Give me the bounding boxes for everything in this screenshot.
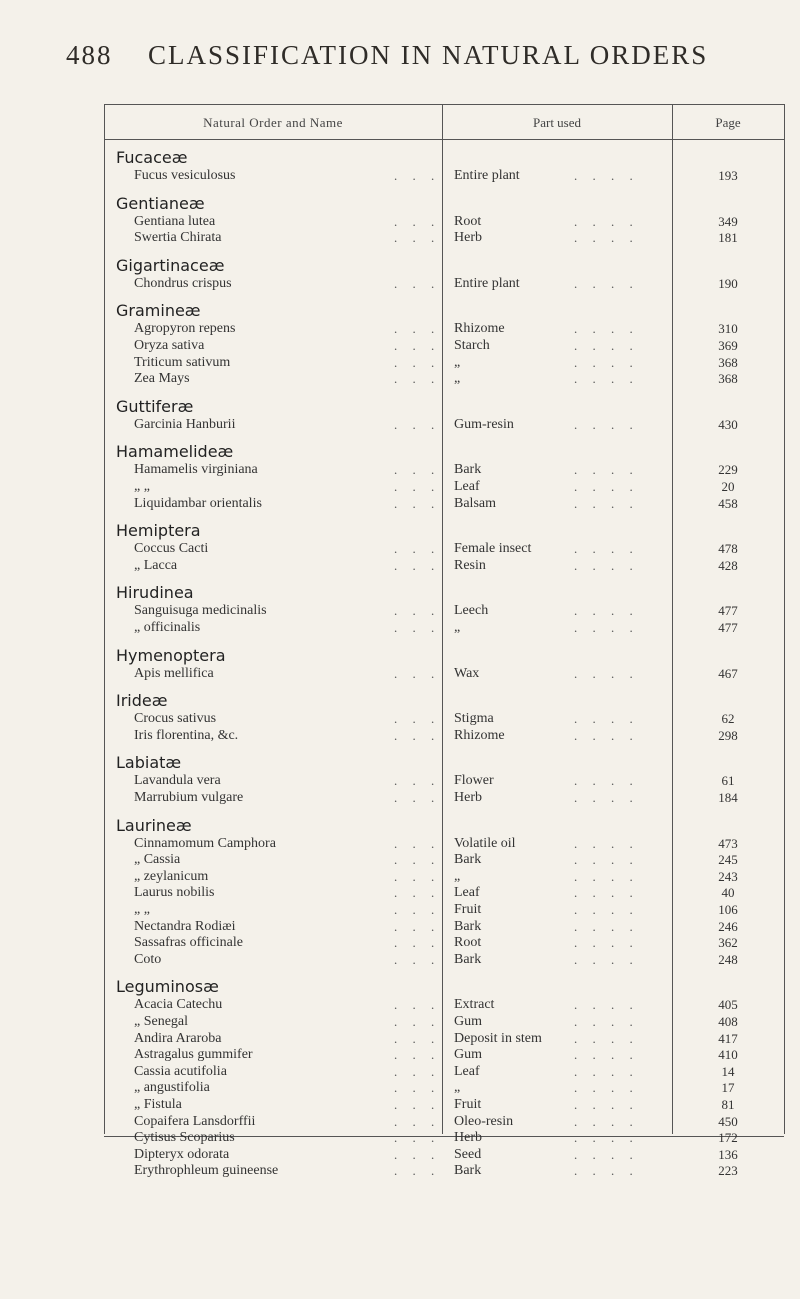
species-name: Coccus Cacti xyxy=(134,541,209,557)
leader-dots: . . . . xyxy=(574,951,639,967)
leader-dots: . . . xyxy=(394,935,441,951)
leader-dots: . . . xyxy=(394,1063,441,1079)
leader-dots: . . . . xyxy=(574,1080,639,1096)
leader-dots: . . . xyxy=(394,1130,441,1146)
leader-dots: . . . xyxy=(394,852,441,868)
part-used: Balsam xyxy=(454,495,496,511)
leader-dots: . . . xyxy=(394,1014,441,1029)
page-reference: 368 xyxy=(718,354,738,370)
leader-dots: . . . xyxy=(394,168,441,183)
part-used: Resin xyxy=(454,557,486,573)
leader-dots: . . . . xyxy=(574,354,639,370)
part-used: Stigma xyxy=(454,711,494,727)
leader-dots: . . . . xyxy=(574,1063,639,1079)
page-reference: 223 xyxy=(718,1163,738,1179)
table-row xyxy=(104,902,784,918)
leader-dots: . . . xyxy=(394,557,441,573)
part-used: „ xyxy=(454,1080,461,1096)
part-used: Leaf xyxy=(454,1063,480,1079)
part-used: Seed xyxy=(454,1146,482,1162)
part-used: Herb xyxy=(454,230,482,246)
leader-dots: . . . . xyxy=(574,1113,639,1129)
part-used: Female insect xyxy=(454,541,532,557)
table-row xyxy=(104,276,784,292)
table-row xyxy=(104,773,784,789)
leader-dots: . . . xyxy=(394,603,441,619)
page-reference: 477 xyxy=(718,620,738,635)
species-name: Agropyron repens xyxy=(134,321,236,337)
leader-dots: . . . xyxy=(394,868,441,884)
leader-dots: . . . xyxy=(394,371,441,387)
part-used: Fruit xyxy=(454,902,482,917)
leader-dots: . . . . xyxy=(574,773,639,789)
leader-dots: . . . . xyxy=(574,711,639,727)
classification-table xyxy=(104,104,784,1179)
leader-dots: . . . xyxy=(394,1030,441,1046)
table-row xyxy=(104,230,784,246)
page-reference: 430 xyxy=(718,416,738,432)
leader-dots: . . . . xyxy=(574,852,639,868)
table-row xyxy=(104,496,784,512)
leader-dots: . . . xyxy=(394,338,441,353)
table-row xyxy=(104,214,784,230)
leader-dots: . . . xyxy=(394,727,441,743)
species-name: Sassafras officinale xyxy=(134,935,243,951)
table-row xyxy=(104,479,784,495)
table-row xyxy=(104,790,784,806)
table-row xyxy=(104,869,784,885)
species-name: Hamamelis virginiana xyxy=(134,462,258,478)
table-row xyxy=(104,558,784,574)
leader-dots: . . . . xyxy=(574,935,639,951)
natural-order-heading: Gramineæ xyxy=(116,301,201,321)
species-name: Chondrus crispus xyxy=(134,275,232,291)
natural-order-heading: Laurineæ xyxy=(116,815,192,835)
leader-dots: . . . xyxy=(394,835,441,851)
leader-dots: . . . xyxy=(394,951,441,967)
table-row xyxy=(104,1031,784,1047)
leader-dots: . . . . xyxy=(574,835,639,851)
species-name: Nectandra Rodiæi xyxy=(134,918,236,934)
page-reference: 246 xyxy=(718,918,738,934)
table-row xyxy=(104,1047,784,1063)
page-reference: 136 xyxy=(718,1146,738,1162)
species-name: Lavandula vera xyxy=(134,773,221,789)
leader-dots: . . . . xyxy=(574,918,639,934)
part-used: „ xyxy=(454,354,461,370)
species-name: Garcinia Hanburii xyxy=(134,416,236,432)
table-row xyxy=(104,1130,784,1146)
leader-dots: . . . xyxy=(394,495,441,511)
species-name: Acacia Catechu xyxy=(134,997,223,1013)
table-row xyxy=(104,168,784,184)
part-used: Starch xyxy=(454,338,490,353)
leader-dots: . . . xyxy=(394,1047,441,1063)
table-row xyxy=(104,836,784,852)
species-name: „ zeylanicum xyxy=(134,868,209,884)
leader-dots: . . . xyxy=(394,918,441,934)
table-row xyxy=(104,417,784,433)
page-reference: 193 xyxy=(718,168,738,183)
part-used: Wax xyxy=(454,665,480,681)
page-reference: 190 xyxy=(718,275,738,291)
page-reference: 349 xyxy=(718,213,738,229)
table-row xyxy=(104,541,784,557)
page-reference: 14 xyxy=(721,1063,735,1079)
natural-order-heading: Leguminosæ xyxy=(116,977,219,997)
part-used: Bark xyxy=(454,462,482,478)
table-row xyxy=(104,728,784,744)
leader-dots: . . . . xyxy=(574,230,639,246)
natural-order-heading: Guttiferæ xyxy=(116,396,194,416)
leader-dots: . . . . xyxy=(574,321,639,337)
species-name: Liquidambar orientalis xyxy=(134,495,262,511)
natural-order-heading: Gigartinaceæ xyxy=(116,255,225,275)
table-row xyxy=(104,1147,784,1163)
part-used: Leech xyxy=(454,603,489,619)
species-name: Gentiana lutea xyxy=(134,213,216,229)
table-row xyxy=(104,1080,784,1096)
leader-dots: . . . . xyxy=(574,1130,639,1146)
leader-dots: . . . xyxy=(394,541,441,557)
page-reference: 245 xyxy=(718,852,738,868)
chapter-title: CLASSIFICATION IN NATURAL ORDERS xyxy=(148,40,709,70)
page-reference: 61 xyxy=(721,773,735,789)
species-name: Copaifera Lansdorffii xyxy=(134,1113,256,1129)
species-name: Coto xyxy=(134,951,162,967)
table-row xyxy=(104,1097,784,1113)
leader-dots: . . . xyxy=(394,354,441,370)
table-row xyxy=(104,711,784,727)
leader-dots: . . . xyxy=(394,1163,441,1179)
table-row xyxy=(104,338,784,354)
leader-dots: . . . . xyxy=(574,1146,639,1162)
leader-dots: . . . xyxy=(394,1146,441,1162)
page-reference: 369 xyxy=(718,338,738,353)
part-used: Rhizome xyxy=(454,727,505,743)
page-reference: 368 xyxy=(718,371,738,387)
page-reference: 243 xyxy=(718,868,738,884)
table-row xyxy=(104,952,784,968)
leader-dots: . . . . xyxy=(574,1047,639,1063)
species-name: „ angustifolia xyxy=(134,1080,210,1096)
part-used: „ xyxy=(454,620,461,635)
leader-dots: . . . xyxy=(394,773,441,789)
page-reference: 405 xyxy=(718,997,738,1013)
header-natural-order: Natural Order and Name xyxy=(203,115,343,130)
leader-dots: . . . . xyxy=(574,275,639,291)
leader-dots: . . . xyxy=(394,479,441,494)
leader-dots: . . . . xyxy=(574,1030,639,1046)
leader-dots: . . . xyxy=(394,1113,441,1129)
part-used: Gum xyxy=(454,1047,482,1063)
table-row xyxy=(104,919,784,935)
page-reference: 417 xyxy=(718,1030,738,1046)
leader-dots: . . . . xyxy=(574,603,639,619)
species-name: Erythrophleum guineense xyxy=(134,1163,279,1179)
species-name: „ officinalis xyxy=(134,620,201,635)
leader-dots: . . . xyxy=(394,462,441,478)
part-used: Bark xyxy=(454,1163,482,1179)
page-reference: 40 xyxy=(721,885,735,901)
table-row xyxy=(104,885,784,901)
natural-order-heading: Irideæ xyxy=(116,691,168,711)
species-name: Cinnamomum Camphora xyxy=(134,835,276,851)
table-row xyxy=(104,620,784,636)
page-number: 488 xyxy=(66,40,113,70)
page-reference: 181 xyxy=(718,230,738,246)
species-name: Cassia acutifolia xyxy=(134,1063,227,1079)
species-name: Zea Mays xyxy=(134,371,190,387)
page-reference: 428 xyxy=(718,557,738,573)
page-reference: 362 xyxy=(718,935,738,951)
leader-dots: . . . . xyxy=(574,997,639,1013)
part-used: Bark xyxy=(454,852,482,868)
leader-dots: . . . xyxy=(394,790,441,805)
leader-dots: . . . . xyxy=(574,885,639,901)
leader-dots: . . . xyxy=(394,230,441,246)
leader-dots: . . . xyxy=(394,711,441,727)
leader-dots: . . . . xyxy=(574,790,639,805)
table-row xyxy=(104,997,784,1013)
table-row xyxy=(104,1014,784,1030)
leader-dots: . . . . xyxy=(574,868,639,884)
leader-dots: . . . xyxy=(394,997,441,1013)
leader-dots: . . . . xyxy=(574,479,639,494)
natural-order-heading: Fucaceæ xyxy=(116,148,188,167)
part-used: Volatile oil xyxy=(454,835,516,851)
leader-dots: . . . . xyxy=(574,1014,639,1029)
natural-order-heading: Labiatæ xyxy=(116,753,182,773)
table-row xyxy=(104,1064,784,1080)
page-reference: 310 xyxy=(718,321,738,337)
leader-dots: . . . . xyxy=(574,416,639,432)
species-name: Andira Araroba xyxy=(134,1030,222,1046)
leader-dots: . . . . xyxy=(574,1097,639,1112)
table-row xyxy=(104,935,784,951)
page-reference: 20 xyxy=(721,479,735,494)
page-reference: 478 xyxy=(718,541,738,557)
header-page: Page xyxy=(715,115,741,130)
page-reference: 81 xyxy=(721,1097,735,1112)
leader-dots: . . . xyxy=(394,1097,441,1112)
leader-dots: . . . . xyxy=(574,371,639,387)
table-row xyxy=(104,371,784,387)
natural-order-heading: Hemiptera xyxy=(116,521,201,541)
table-row xyxy=(104,462,784,478)
leader-dots: . . . xyxy=(394,665,441,681)
page-reference: 172 xyxy=(718,1130,738,1146)
natural-order-heading: Gentianeæ xyxy=(116,193,205,213)
leader-dots: . . . xyxy=(394,1080,441,1096)
part-used: „ xyxy=(454,868,461,884)
table-row xyxy=(104,355,784,371)
header-part-used: Part used xyxy=(532,115,582,130)
leader-dots: . . . . xyxy=(574,338,639,353)
leader-dots: . . . xyxy=(394,902,441,917)
part-used: Leaf xyxy=(454,479,480,494)
leader-dots: . . . . xyxy=(574,168,639,183)
table-row xyxy=(104,321,784,337)
page-reference: 248 xyxy=(718,951,738,967)
table-row xyxy=(104,603,784,619)
table-row xyxy=(104,1163,784,1179)
leader-dots: . . . . xyxy=(574,727,639,743)
species-name: „ Senegal xyxy=(134,1014,189,1029)
page-reference: 458 xyxy=(718,495,738,511)
page-reference: 477 xyxy=(718,603,738,619)
page-reference: 184 xyxy=(718,790,738,805)
leader-dots: . . . xyxy=(394,620,441,635)
part-used: Rhizome xyxy=(454,321,505,337)
natural-order-heading: Hirudinea xyxy=(116,583,194,603)
part-used: Herb xyxy=(454,790,482,805)
table-body xyxy=(104,140,784,1179)
part-used: Flower xyxy=(454,773,494,789)
species-name: Laurus nobilis xyxy=(134,885,215,901)
part-used: Oleo-resin xyxy=(454,1113,514,1129)
species-name: Apis mellifica xyxy=(134,665,214,681)
species-name: Dipteryx odorata xyxy=(134,1146,230,1162)
leader-dots: . . . . xyxy=(574,665,639,681)
species-name: „ Fistula xyxy=(134,1097,182,1112)
part-used: Gum-resin xyxy=(454,416,514,432)
species-name: Iris florentina, &c. xyxy=(134,727,239,743)
part-used: Leaf xyxy=(454,885,480,901)
page-reference: 410 xyxy=(718,1047,738,1063)
table-rule-right xyxy=(784,104,785,1134)
part-used: Bark xyxy=(454,951,482,967)
species-name: Triticum sativum xyxy=(134,354,231,370)
part-used: Bark xyxy=(454,918,482,934)
species-name: Sanguisuga medicinalis xyxy=(134,603,267,619)
part-used: Root xyxy=(454,213,482,229)
part-used: Gum xyxy=(454,1014,482,1029)
part-used: Extract xyxy=(454,997,495,1013)
leader-dots: . . . xyxy=(394,213,441,229)
leader-dots: . . . . xyxy=(574,902,639,917)
page-reference: 473 xyxy=(718,835,738,851)
page-reference: 62 xyxy=(721,711,735,727)
page-reference: 106 xyxy=(718,902,738,917)
species-name: „ Lacca xyxy=(134,557,178,573)
page-reference: 408 xyxy=(718,1014,738,1029)
leader-dots: . . . . xyxy=(574,541,639,557)
page-reference: 467 xyxy=(718,665,738,681)
species-name: Crocus sativus xyxy=(134,711,217,727)
part-used: „ xyxy=(454,371,461,387)
natural-order-heading: Hymenoptera xyxy=(116,645,226,665)
page-reference: 17 xyxy=(721,1080,735,1096)
species-name: Astragalus gummifer xyxy=(134,1047,253,1063)
leader-dots: . . . . xyxy=(574,495,639,511)
leader-dots: . . . xyxy=(394,275,441,291)
table-header xyxy=(104,105,784,140)
species-name: Swertia Chirata xyxy=(134,230,222,246)
table-row xyxy=(104,666,784,682)
leader-dots: . . . xyxy=(394,416,441,432)
leader-dots: . . . xyxy=(394,885,441,901)
species-name: Fucus vesiculosus xyxy=(134,168,236,183)
species-name: „ „ xyxy=(134,479,150,494)
part-used: Root xyxy=(454,935,482,951)
species-name: „ „ xyxy=(134,902,150,917)
table-row xyxy=(104,1114,784,1130)
part-used: Deposit in stem xyxy=(454,1030,542,1046)
part-used: Entire plant xyxy=(454,275,520,291)
part-used: Fruit xyxy=(454,1097,482,1112)
leader-dots: . . . . xyxy=(574,213,639,229)
species-name: Cytisus Scoparius xyxy=(134,1130,235,1146)
leader-dots: . . . . xyxy=(574,462,639,478)
natural-order-heading: Hamamelideæ xyxy=(116,442,234,462)
species-name: Marrubium vulgare xyxy=(134,790,244,805)
leader-dots: . . . . xyxy=(574,1163,639,1179)
page-reference: 229 xyxy=(718,462,738,478)
table-row xyxy=(104,852,784,868)
part-used: Entire plant xyxy=(454,168,520,183)
part-used: Herb xyxy=(454,1130,482,1146)
page-reference: 298 xyxy=(718,727,738,743)
leader-dots: . . . . xyxy=(574,620,639,635)
species-name: „ Cassia xyxy=(134,852,181,868)
leader-dots: . . . xyxy=(394,321,441,337)
leader-dots: . . . . xyxy=(574,557,639,573)
species-name: Oryza sativa xyxy=(134,338,205,353)
page-reference: 450 xyxy=(718,1113,738,1129)
